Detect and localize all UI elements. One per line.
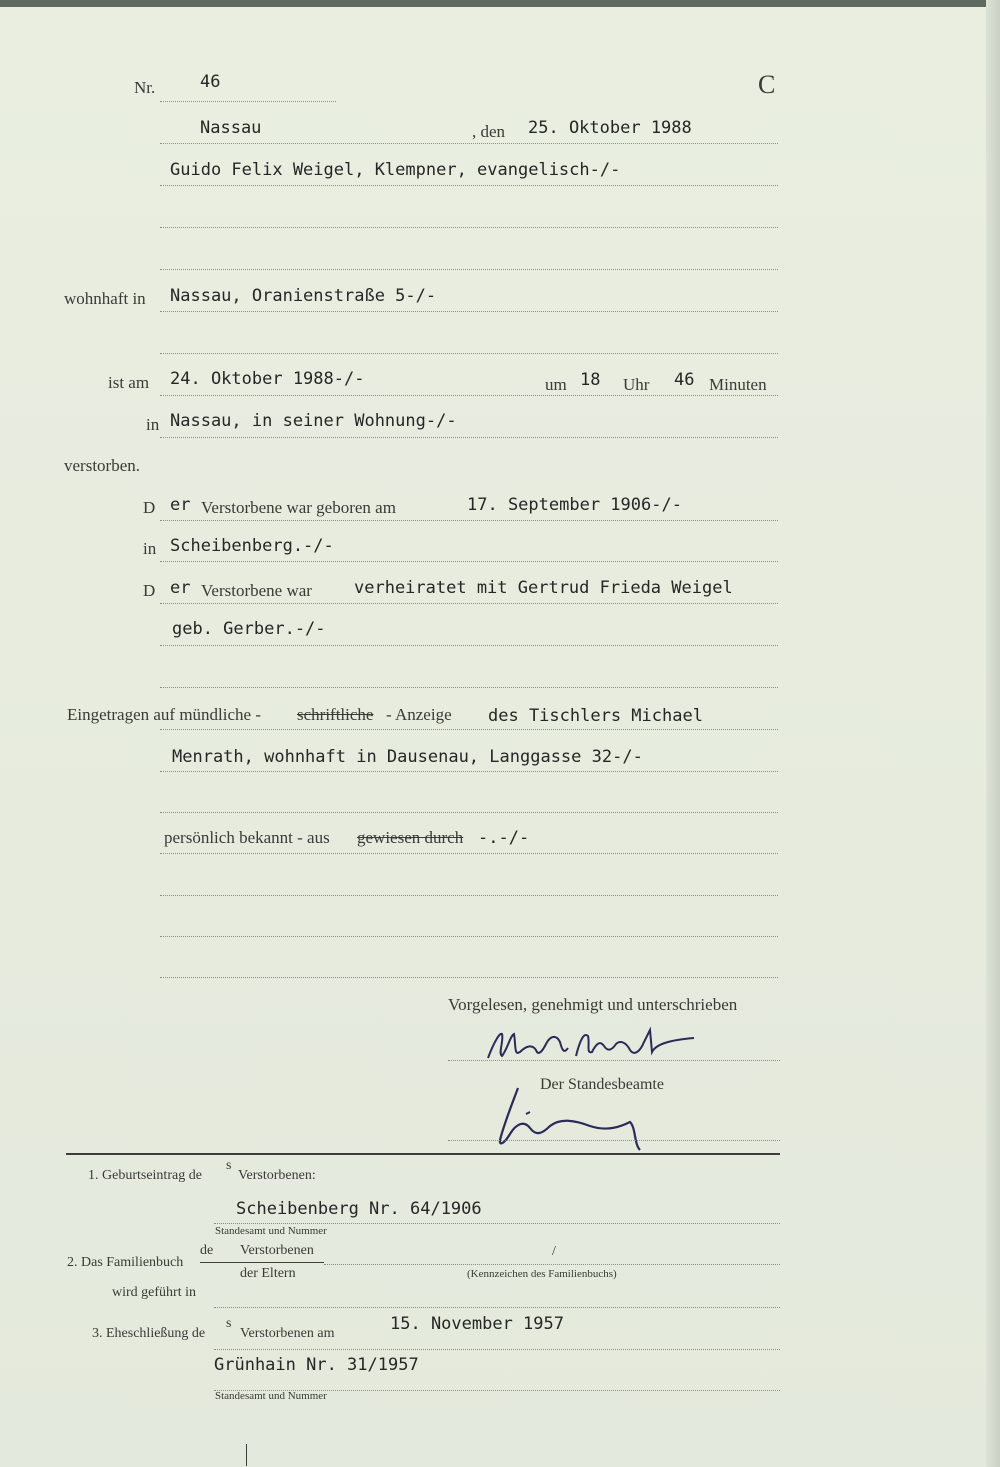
person-line-1 [160,185,778,186]
place-line [160,143,778,144]
uhr-label: Uhr [623,375,650,394]
f1-suffix: Verstorbenen: [238,1168,316,1183]
vorgelesen-label: Vorgelesen, genehmigt und unterschrieben [448,995,738,1014]
den-label: , den [472,122,506,141]
married-line-2 [160,645,778,646]
wohnhaft-label: wohnhaft in [64,289,146,308]
bottom-tick [246,1444,247,1466]
nr-label: Nr. [134,78,156,97]
birth-in-label: in [143,539,157,558]
nr-line [160,101,336,102]
bekannt-line-3 [160,936,778,937]
minutes-value: 46 [674,370,695,390]
f2-caption: (Kennzeichen des Familienbuchs) [467,1268,617,1280]
f3-s: s [226,1316,232,1331]
bekannt-line-1 [160,853,778,854]
informant-line-1 [160,729,778,730]
f1-value: Scheibenberg Nr. 64/1906 [236,1199,482,1219]
f1-s: s [226,1158,232,1173]
married-label: Verstorbene war [201,581,312,600]
f3-label: 3. Eheschließung de [92,1326,206,1341]
verstorben-label: verstorben. [64,456,141,475]
informant-value-2: Menrath, wohnhaft in Dausenau, Langgasse 32-/- [172,747,643,767]
person-line-3 [160,269,778,270]
minuten-label: Minuten [709,375,767,394]
f3-caption: Standesamt und Nummer [215,1390,327,1402]
place-value: Nassau [200,118,262,138]
bekannt-suffix: -.-/- [478,828,530,848]
address-value: Nassau, Oranienstraße 5-/- [170,286,437,306]
birth-place-line [160,561,778,562]
married-er: er [170,578,191,598]
f2-bottom: der Eltern [240,1266,296,1281]
informant-line-3 [160,812,778,813]
birth-date-line [160,520,778,521]
birth-place-value: Scheibenberg.-/- [170,536,334,556]
death-place-value: Nassau, in seiner Wohnung-/- [170,411,457,431]
eingetragen-label: Eingetragen auf mündliche - [67,705,262,724]
f1-label: 1. Geburtseintrag de [88,1168,202,1183]
informant-value-1: des Tischlers Michael [488,706,703,726]
ausgewiesen-struck: gewiesen durch [357,828,464,847]
bekannt-line-2 [160,895,778,896]
f2-label: 2. Das Familienbuch [67,1255,184,1270]
address-line-1 [160,311,778,312]
born-d: D [143,498,156,517]
death-place-line [160,437,778,438]
f3-value: Grünhain Nr. 31/1957 [214,1355,419,1375]
f3-suffix: Verstorbenen am [240,1326,335,1341]
person-line-2 [160,227,778,228]
f2-wird-line [214,1307,780,1308]
birth-date-value: 17. September 1906-/- [467,495,682,515]
informant-signature [480,1022,710,1070]
f2-slash: / [552,1244,556,1259]
f2-fraction-bar [200,1262,324,1263]
f2-line [324,1264,780,1265]
schriftliche-struck: schriftliche [297,705,374,724]
nr-value: 46 [200,72,221,92]
signature-line-2 [448,1140,780,1141]
born-label: Verstorbene war geboren am [201,498,396,517]
born-er: er [170,495,191,515]
f2-wird-label: wird geführt in [112,1285,196,1300]
signature-line-1 [448,1060,780,1061]
married-line-3 [160,687,778,688]
informant-line-2 [160,771,778,772]
footer-separator [66,1153,780,1155]
person-value: Guido Felix Weigel, Klempner, evangelisch-/- [170,160,621,180]
standesbeamte-label: Der Standesbeamte [540,1076,664,1093]
um-label: um [545,375,567,394]
ist-am-label: ist am [108,373,150,392]
in-label: in [146,415,160,434]
bekannt-label: persönlich bekannt - aus [164,828,330,847]
anzeige-label: - Anzeige [386,705,452,724]
f1-line [214,1223,780,1224]
married-value-2: geb. Gerber.-/- [172,619,326,639]
f3-date-line [214,1349,780,1350]
death-date-line [160,395,778,396]
bekannt-line-4 [160,977,778,978]
f2-top: Verstorbenen [240,1243,314,1258]
f1-caption: Standesamt und Nummer [215,1225,327,1237]
page-edge [986,0,1000,1467]
married-d: D [143,581,156,600]
hour-value: 18 [580,370,601,390]
registrar-signature [490,1084,660,1160]
f3-date: 15. November 1957 [390,1314,564,1334]
married-line-1 [160,603,778,604]
address-line-2 [160,353,778,354]
form-letter: C [758,70,776,99]
death-date-value: 24. Oktober 1988-/- [170,369,365,389]
top-edge [0,0,1000,7]
f2-de: de [200,1243,214,1258]
married-value-1: verheiratet mit Gertrud Frieda Weigel [354,578,733,598]
date-value: 25. Oktober 1988 [528,118,692,138]
